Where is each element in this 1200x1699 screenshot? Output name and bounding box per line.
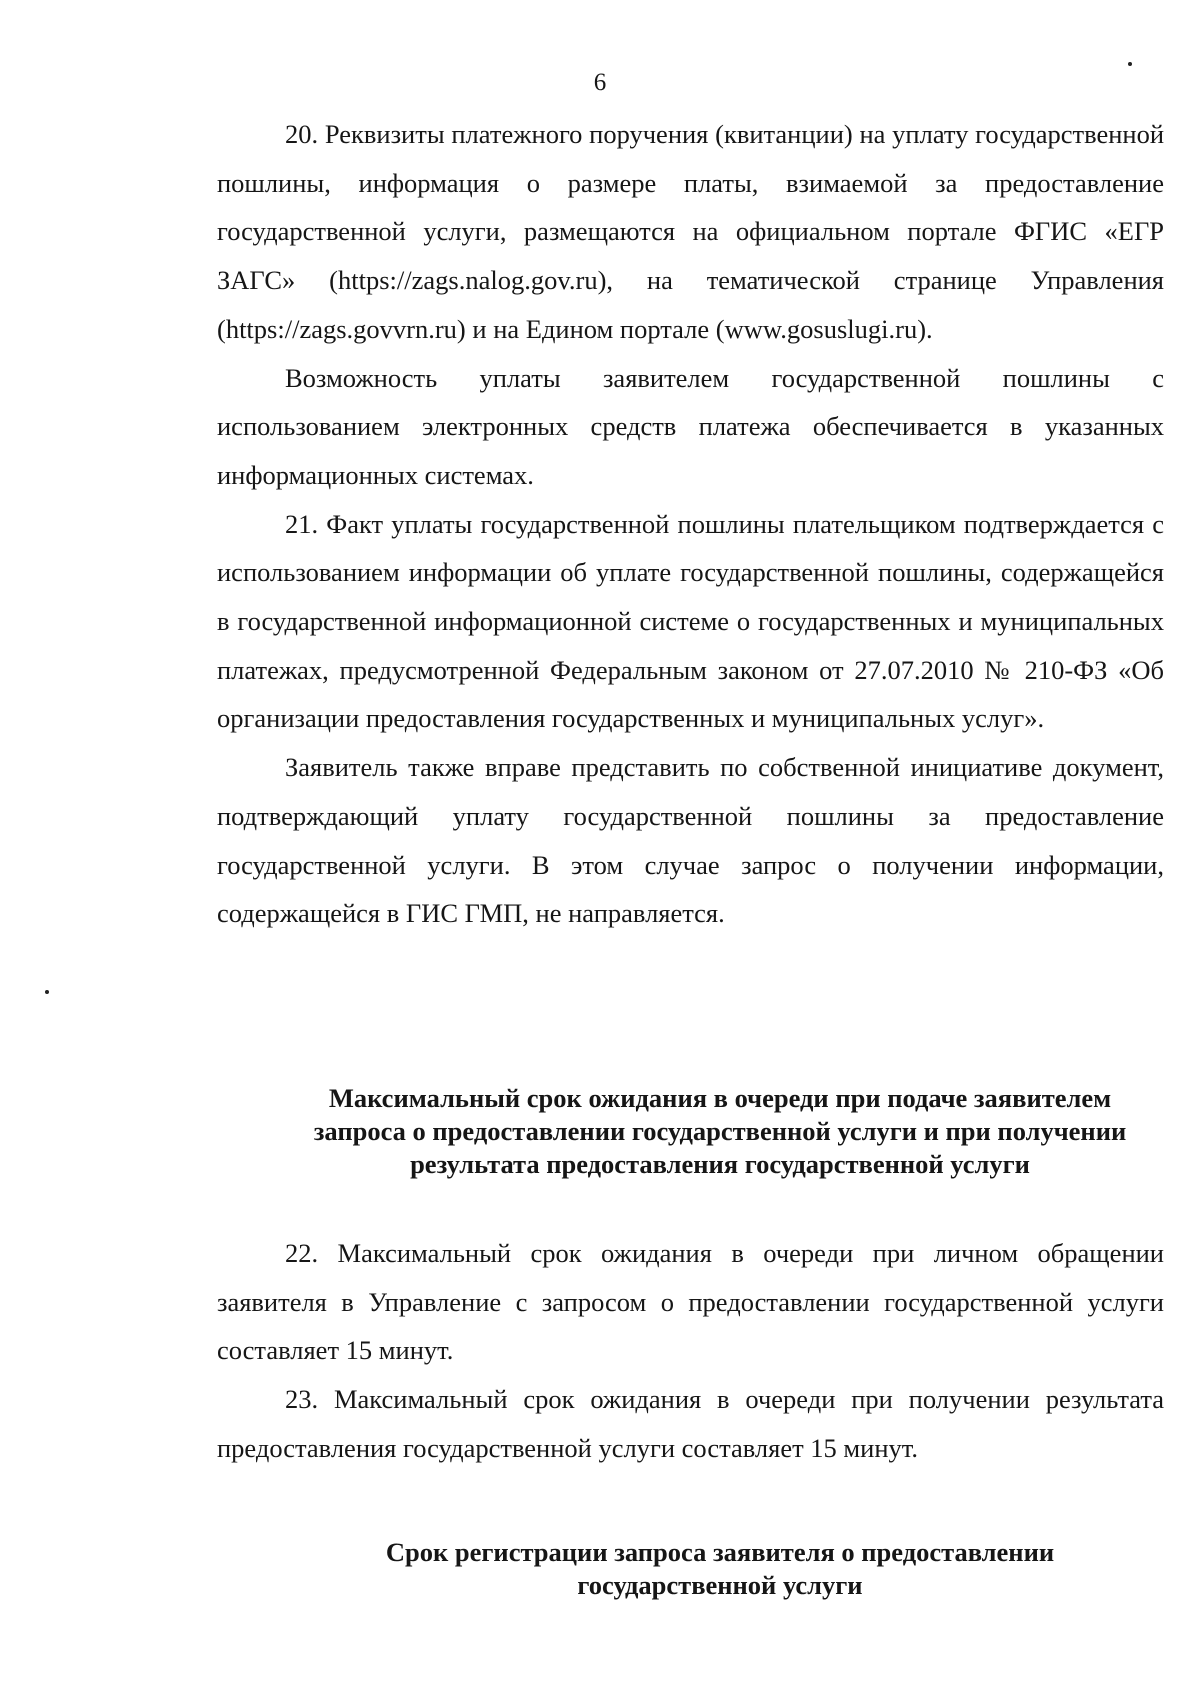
paragraph-electronic-payment: Возможность уплаты заявителем государственной пошлины с использованием электронных средств платежа обеспечивается в указанных информационных системах. [217, 362, 1164, 490]
paragraph-20: 20. Реквизиты платежного поручения (квитанции) на уплату государственной пошлины, информация о размере платы, взимаемой за предоставление государственной услуги, размещаются на официальном портале ФГИС «ЕГР ЗАГС» (https://zags.nalog.gov.ru), на тематической странице Управления (https://zags.govvrn.ru) и на Едином портале (www.gosuslugi.ru). [217, 119, 1164, 344]
section-payment [217, 110, 1164, 938]
paragraph-applicant-right: Заявитель также вправе представить по собственной инициативе документ, подтверждающий уплату государственной пошлины за предоставление государственной услуги. В этом случае запрос о получении информации, содержащейся в ГИС ГМП, не направляется. [217, 752, 1164, 929]
section-queue [217, 1229, 1164, 1473]
paragraph-22: 22. Максимальный срок ожидания в очереди при личном обращении заявителя в Управление с запросом о предоставлении государственной услуги составляет 15 минут. [217, 1238, 1164, 1366]
scan-speck [1128, 62, 1132, 66]
page-number: 6 [593, 69, 607, 96]
paragraph-21: 21. Факт уплаты государственной пошлины плательщиком подтверждается с использованием информации об уплате государственной пошлины, содержащейся в государственной информационной системе о государственных и муниципальных платежах, предусмотренной Федеральным законом от 27.07.2010 № 210-ФЗ «Об организации предоставления государственных и муниципальных услуг». [217, 508, 1164, 734]
heading-queue-time: Максимальный срок ожидания в очереди при подаче заявителем запроса о предоставлении государственной услуги и при получении результата предоставления государственной услуги [313, 1083, 1127, 1179]
heading-registration-term: Срок регистрации запроса заявителя о предоставлении государственной услуги [385, 1537, 1055, 1600]
scan-speck [45, 990, 49, 994]
paragraph-23: 23. Максимальный срок ожидания в очереди при получении результата предоставления государственной услуги составляет 15 минут. [217, 1384, 1164, 1463]
